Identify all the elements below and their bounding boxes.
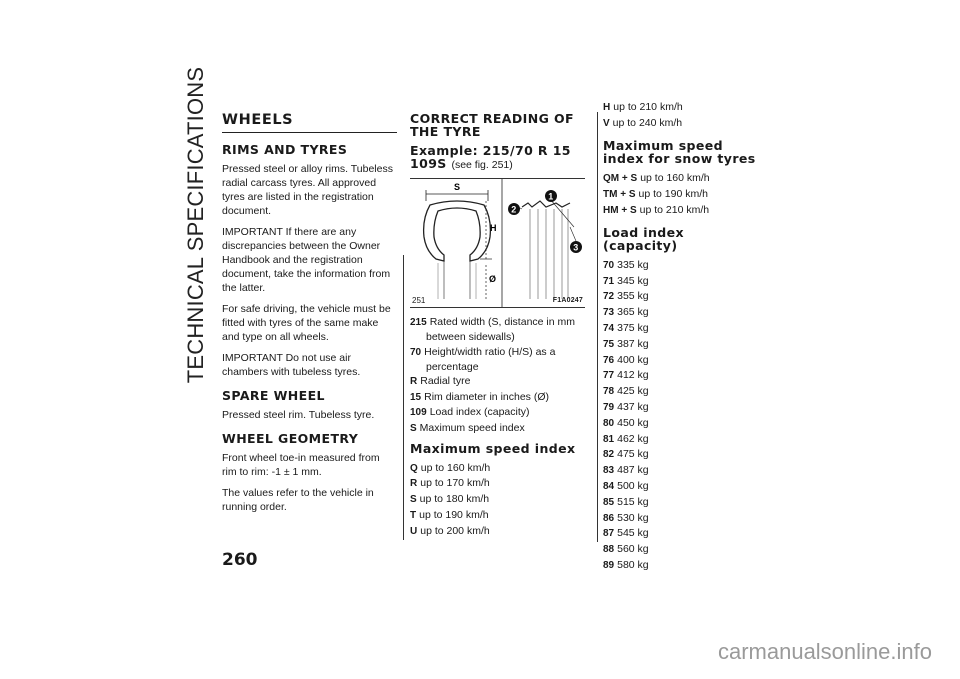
load-index-text: 560 kg [617, 543, 649, 556]
paragraph-toe-in: Front wheel toe-in measured from rim to rim: -1 ± 1 mm. [222, 452, 380, 478]
callout-2: 2 [511, 204, 517, 215]
load-index-code: 76 [603, 354, 615, 366]
definition-row [410, 345, 585, 374]
load-index-text: 345 kg [617, 274, 649, 287]
load-index-text: 580 kg [617, 558, 649, 571]
load-index-row [603, 368, 763, 383]
speed-index-row [410, 524, 585, 539]
column-divider-left [403, 255, 404, 540]
snow-speed-index-list [603, 171, 763, 218]
page-number: 260 [222, 550, 258, 570]
speed-index-code: T [410, 509, 417, 521]
snow-speed-index-row [603, 171, 763, 186]
speed-index-text: up to 200 km/h [420, 524, 490, 537]
definition-row [410, 390, 585, 405]
definition-row [410, 405, 585, 420]
load-index-code: 70 [603, 259, 615, 271]
callout-3: 3 [573, 242, 579, 253]
load-index-list [603, 258, 763, 573]
speed-index-text: up to 190 km/h [419, 508, 489, 521]
load-index-code: 72 [603, 291, 615, 303]
load-index-text: 500 kg [617, 479, 649, 492]
load-index-text: 425 kg [617, 385, 649, 398]
definition-row [410, 421, 585, 436]
speed-index-row [410, 461, 585, 476]
column-divider-right [597, 112, 598, 542]
speed-index-code: V [603, 117, 610, 129]
load-index-row [603, 384, 763, 399]
load-index-code: 71 [603, 275, 615, 287]
load-index-text: 530 kg [617, 511, 649, 524]
heading-example [410, 144, 585, 172]
load-index-row [603, 432, 763, 447]
load-index-row [603, 321, 763, 336]
heading-max-speed-index: Maximum speed index [410, 440, 576, 456]
tread-profile [522, 201, 570, 207]
heading-snow-speed-index: Maximum speed index for snow tyres [603, 138, 756, 166]
heading-correct-reading: CORRECT READING OF THE TYRE [410, 111, 574, 139]
load-index-text: 400 kg [617, 353, 649, 366]
figure-number: 251 [412, 296, 426, 305]
definition-code: 215 [410, 317, 427, 328]
load-index-text: 437 kg [617, 400, 649, 413]
example-code: Example: 215/70 R 15 109S [410, 143, 571, 171]
definition-code: S [410, 422, 417, 434]
load-index-code: 74 [603, 322, 615, 334]
speed-index-row [603, 100, 763, 115]
load-index-text: 387 kg [617, 337, 649, 350]
load-index-text: 462 kg [617, 432, 649, 445]
speed-index-text: up to 160 km/h [420, 461, 491, 474]
definition-row [410, 374, 585, 389]
definition-text: Rated width (S, distance in mm between sidewalls) [426, 316, 575, 343]
load-index-code: 86 [603, 512, 615, 524]
snow-speed-index-text: up to 190 km/h [638, 187, 708, 200]
load-index-row [603, 400, 763, 415]
snow-speed-index-row [603, 187, 763, 202]
column-indexes [603, 100, 763, 574]
speed-index-row [603, 116, 763, 131]
snow-speed-index-row [603, 203, 763, 218]
speed-index-row [410, 508, 585, 523]
side-section-title-text: TECHNICAL SPECIFICATIONS [183, 66, 208, 384]
paragraph-important-air-chambers: IMPORTANT Do not use air chambers with tubeless tyres. [222, 352, 361, 378]
load-index-text: 450 kg [617, 416, 649, 429]
speed-index-code: U [410, 525, 418, 537]
label-h: H [490, 223, 497, 233]
load-index-code: 75 [603, 338, 615, 350]
snow-speed-index-code: TM + S [603, 188, 636, 200]
section-title-wheels: WHEELS [222, 112, 397, 133]
load-index-code: 77 [603, 370, 615, 382]
load-index-row [603, 447, 763, 462]
example-see-figure: (see fig. 251) [451, 159, 513, 171]
load-index-code: 89 [603, 559, 615, 571]
load-index-row [603, 558, 763, 573]
speed-index-code: S [410, 494, 417, 506]
snow-speed-index-text: up to 210 km/h [639, 203, 710, 216]
label-diameter: Ø [489, 274, 497, 284]
load-index-row [603, 526, 763, 541]
load-index-row [603, 305, 763, 320]
load-index-text: 475 kg [617, 448, 649, 461]
paragraph-spare-wheel: Pressed steel rim. Tubeless tyre. [222, 409, 375, 421]
definition-text: Rim diameter in inches (Ø) [424, 390, 549, 403]
definition-code: 15 [410, 391, 422, 403]
speed-index-list [410, 461, 585, 539]
definition-text: Maximum speed index [419, 421, 525, 434]
load-index-code: 79 [603, 401, 615, 413]
load-index-code: 87 [603, 528, 615, 540]
paragraph-rims: Pressed steel or alloy rims. Tubeless radial carcass tyres. All approved tyres are listed in the registration document. [222, 163, 393, 217]
paragraph-running-order: The values refer to the vehicle in running order. [222, 487, 374, 513]
definition-row [410, 315, 585, 344]
load-index-row [603, 258, 763, 273]
column-wheels [222, 112, 397, 521]
column-tyre-reading [410, 112, 585, 539]
tyre-cross-section-diagram [410, 179, 585, 307]
load-index-code: 81 [603, 433, 615, 445]
load-index-code: 80 [603, 417, 615, 429]
snow-speed-index-code: QM + S [603, 173, 638, 184]
speed-index-text: up to 240 km/h [612, 116, 683, 129]
definition-text: Radial tyre [420, 375, 471, 387]
load-index-row [603, 289, 763, 304]
load-index-row [603, 337, 763, 352]
speed-index-code: H [603, 102, 611, 113]
load-index-row [603, 542, 763, 557]
load-index-row [603, 353, 763, 368]
figure-code: F1A0247 [552, 297, 583, 304]
speed-index-text: up to 210 km/h [613, 101, 683, 113]
paragraph-safe-driving: For safe driving, the vehicle must be fitted with tyres of the same make and type on all wheels. [222, 303, 391, 343]
load-index-text: 365 kg [617, 306, 649, 319]
definition-code: 109 [410, 407, 427, 418]
load-index-row [603, 274, 763, 289]
speed-index-row [410, 476, 585, 491]
load-index-row [603, 463, 763, 478]
load-index-code: 88 [603, 544, 615, 556]
load-index-row [603, 416, 763, 431]
watermark: carmanualsonline.info [717, 639, 932, 664]
paragraph-important-registration: IMPORTANT If there are any discrepancies between the Owner Handbook and the registration document, take the information from the latter. [222, 226, 391, 294]
load-index-text: 355 kg [617, 290, 649, 303]
speed-index-code: R [410, 478, 418, 490]
speed-index-list-continued [603, 100, 763, 131]
load-index-row [603, 479, 763, 494]
definition-code: R [410, 376, 418, 387]
load-index-text: 412 kg [617, 369, 649, 382]
load-index-code: 85 [603, 496, 615, 508]
definition-text: Load index (capacity) [429, 406, 530, 418]
load-index-text: 487 kg [617, 464, 649, 477]
heading-spare-wheel: SPARE WHEEL [222, 388, 325, 403]
load-index-code: 83 [603, 465, 615, 477]
definition-text: Height/width ratio (H/S) as a percentage [424, 345, 556, 373]
load-index-text: 335 kg [617, 258, 649, 271]
label-s: S [454, 182, 461, 192]
snow-speed-index-code: HM + S [603, 204, 637, 216]
definition-code: 70 [410, 346, 422, 358]
load-index-text: 515 kg [617, 495, 649, 508]
heading-wheel-geometry: WHEEL GEOMETRY [222, 431, 359, 446]
load-index-row [603, 511, 763, 526]
load-index-row [603, 495, 763, 510]
side-section-title [180, 66, 212, 384]
load-index-code: 82 [603, 449, 615, 461]
speed-index-text: up to 180 km/h [419, 493, 490, 506]
speed-index-code: Q [410, 462, 418, 474]
load-index-text: 545 kg [617, 527, 649, 540]
tyre-code-definitions [410, 315, 585, 436]
callout-1: 1 [548, 191, 554, 202]
heading-load-index: Load index (capacity) [603, 224, 684, 253]
load-index-code: 84 [603, 480, 615, 492]
heading-rims-and-tyres: RIMS AND TYRES [222, 142, 348, 157]
load-index-text: 375 kg [617, 321, 649, 334]
load-index-code: 73 [603, 307, 615, 319]
tyre-section-shape [424, 201, 491, 261]
snow-speed-index-text: up to 160 km/h [640, 172, 710, 184]
load-index-code: 78 [603, 386, 615, 398]
tyre-figure [410, 178, 585, 308]
speed-index-text: up to 170 km/h [420, 477, 490, 490]
speed-index-row [410, 492, 585, 507]
